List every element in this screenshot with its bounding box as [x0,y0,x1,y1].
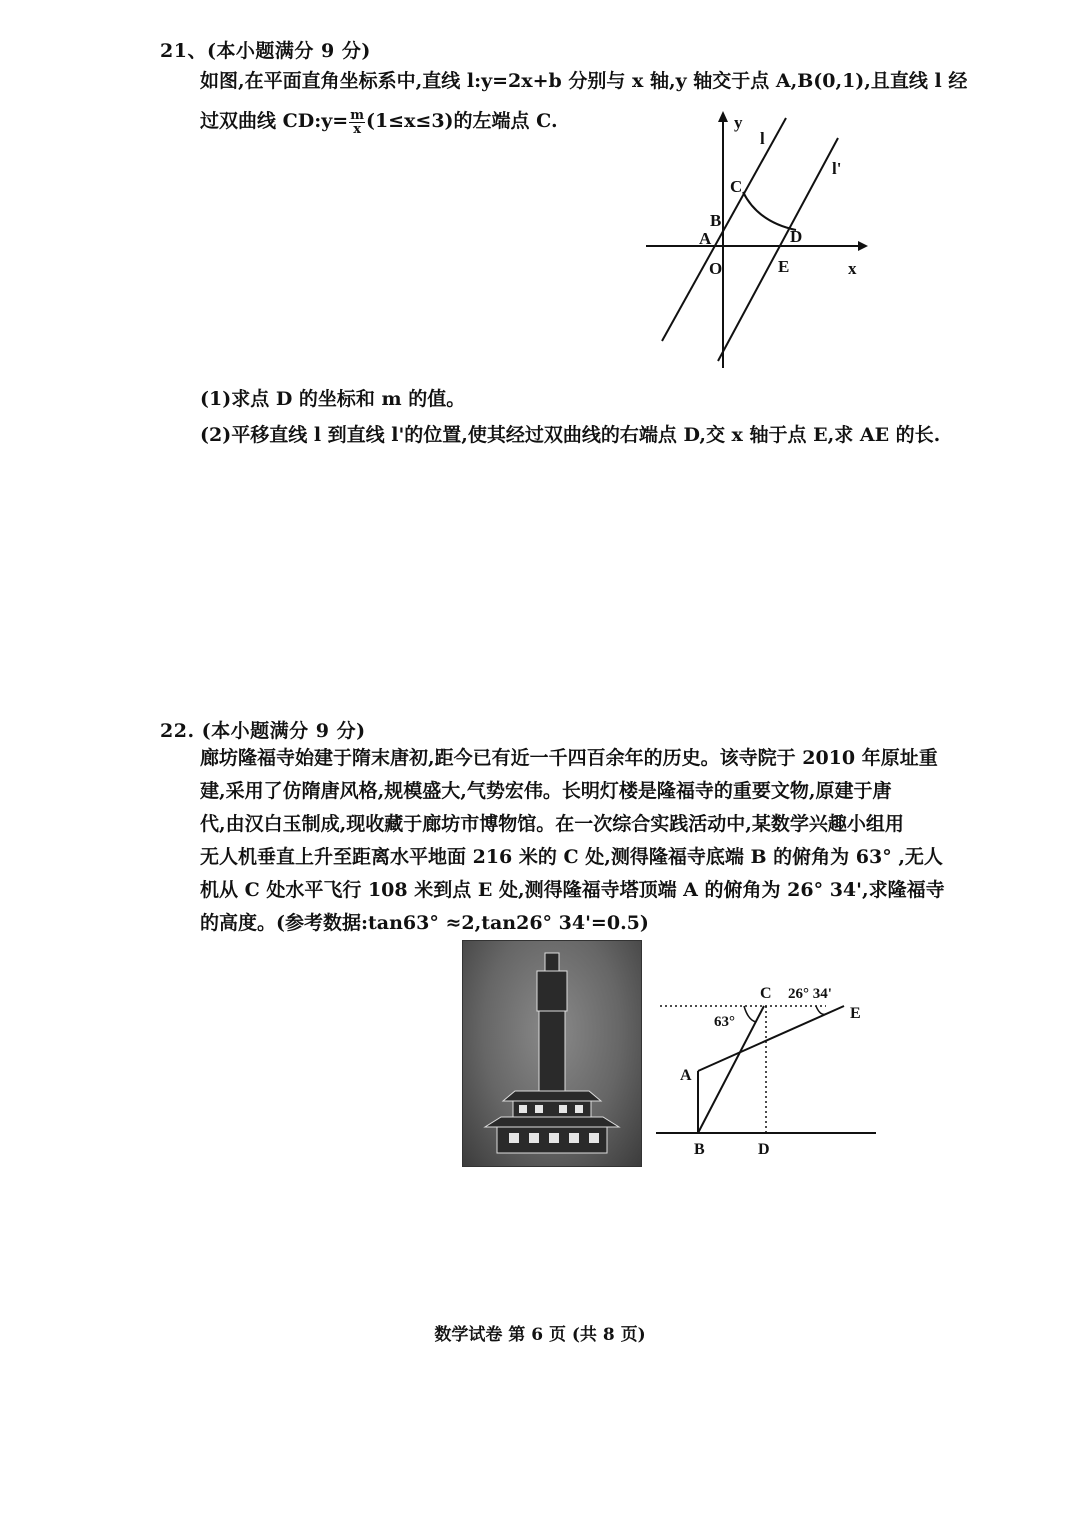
angle-26-arc [816,1006,826,1014]
fraction-numerator: m [350,107,364,123]
label-e: E [850,1005,861,1022]
label-c: C [760,985,772,1002]
pagoda-window [569,1133,579,1143]
pagoda-window [549,1133,559,1143]
pagoda-upper-roof [503,1091,601,1101]
q21-line2-post: (1≤x≤3)的左端点 C. [365,110,558,132]
label-b: B [710,211,722,230]
label-d: D [758,1141,770,1158]
fraction-m-over-x [349,109,365,136]
label-angle-c: 63° [714,1014,735,1030]
pagoda-window [509,1133,519,1143]
pagoda-lower-roof [485,1117,619,1127]
q21-part2: (2)平移直线 l 到直线 l'的位置,使其经过双曲线的右端点 D,交 x 轴于点 E,求 AE 的长. [200,424,941,446]
pagoda-window [535,1105,543,1113]
label-a: A [699,229,712,248]
q22-line: 无人机垂直上升至距离水平地面 216 米的 C 处,测得隆福寺底端 B 的俯角为 63° ,无人 [200,846,943,868]
pagoda-window [529,1133,539,1143]
label-e: E [778,257,790,276]
label-a: A [680,1067,692,1084]
label-d: D [790,227,803,246]
angle-63-arc [744,1006,756,1022]
q21-part1: (1)求点 D 的坐标和 m 的值。 [200,388,466,410]
q21-line2-pre: 过双曲线 CD:y= [200,110,349,132]
pagoda-spire [545,953,559,971]
pagoda-window [559,1105,567,1113]
pagoda-window [519,1105,527,1113]
q22-line: 机从 C 处水平飞行 108 米到点 E 处,测得隆福寺塔顶端 A 的俯角为 26° 34',求隆福寺 [200,879,945,901]
pagoda-photo [462,940,642,1167]
q22-body [200,742,945,940]
q22-line: 建,采用了仿隋唐风格,规模盛大,气势宏伟。长明灯楼是隆福寺的重要文物,原建于唐 [200,780,892,802]
label-angle-e: 26° 34' [788,986,832,1002]
pagoda-shaft [539,1011,565,1091]
q22-line: 的高度。(参考数据:tan63° ≈2,tan26° 34'=0.5) [200,912,649,934]
q21-header: 21、(本小题满分 9 分) [160,40,371,62]
label-o: O [709,259,723,278]
fraction-denominator: x [353,121,361,137]
label-y: y [734,113,743,132]
pagoda-window [589,1133,599,1143]
q22-line: 廊坊隆福寺始建于隋末唐初,距今已有近一千四百余年的历史。该寺院于 2010 年原址重 [200,747,938,769]
q21-line1: 如图,在平面直角坐标系中,直线 l:y=2x+b 分别与 x 轴,y 轴交于点 A,B(0,1),且直线 l 经 [200,70,968,92]
pagoda-window [575,1105,583,1113]
label-l: l [760,129,765,148]
q21-coordinate-figure [640,108,880,378]
pagoda-illustration [463,941,641,1166]
hyperbola-cd [743,192,796,230]
q22-header: 22. (本小题满分 9 分) [160,720,366,742]
label-x: x [848,259,857,278]
q22-line: 代,由汉白玉制成,现收藏于廊坊市博物馆。在一次综合实践活动中,某数学兴趣小组用 [200,813,904,835]
line-l-prime [718,138,838,361]
y-axis-arrow [718,111,728,122]
page-footer: 数学试卷 第 6 页 (共 8 页) [434,1325,646,1345]
pagoda-top-section [537,971,567,1011]
q22-geometry-figure [656,980,880,1160]
q21-line2 [200,106,558,136]
label-c: C [730,177,743,196]
label-l-prime: l' [832,159,842,178]
label-b: B [694,1141,705,1158]
x-axis-arrow [858,241,868,251]
